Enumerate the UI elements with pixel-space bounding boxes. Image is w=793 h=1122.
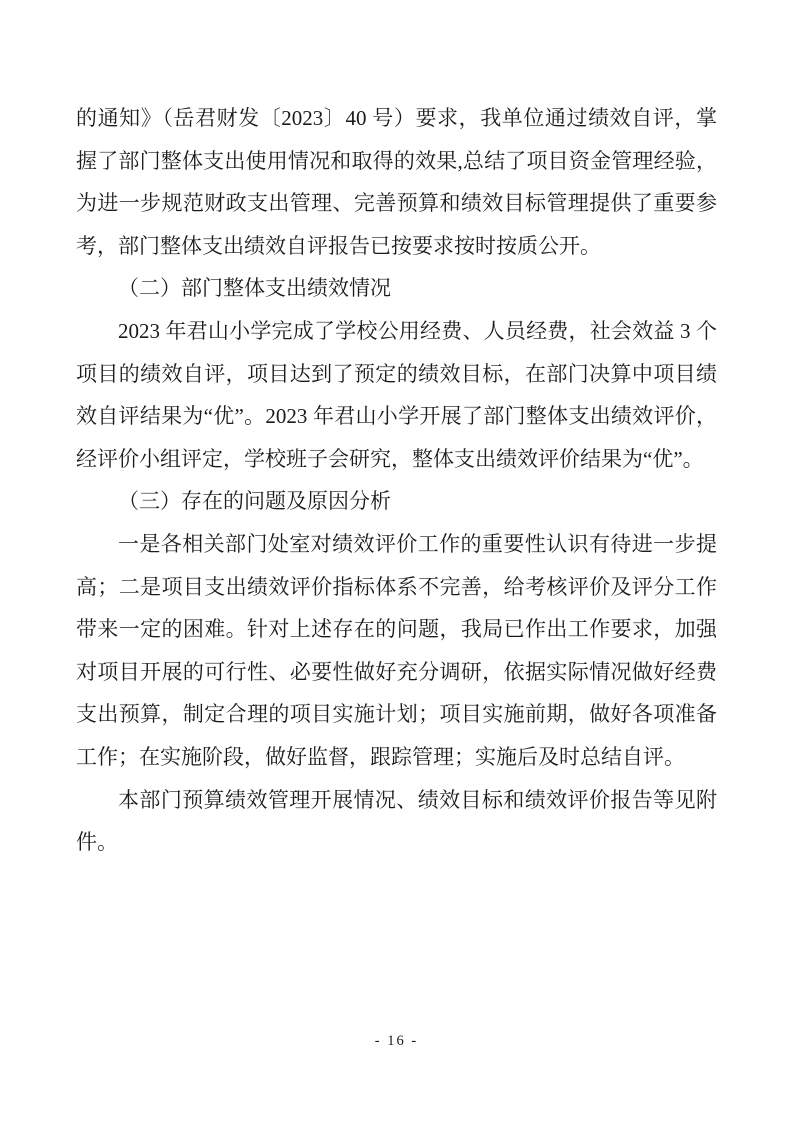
paragraph-continuation: 的通知》（岳君财发〔2023〕40 号）要求，我单位通过绩效自评，掌握了部门整体支出使用情况和取得的效果,总结了项目资金管理经验，为进一步规范财政支出管理、完善预算和绩效目标管理提供了重要参考，部门整体支出绩效自评报告已按要求按时按质公开。 xyxy=(76,106,717,258)
page-number: - 16 - xyxy=(374,1033,419,1049)
section-heading-3: （三）存在的问题及原因分析 xyxy=(118,489,391,514)
paragraph-section3-body: 一是各相关部门处室对绩效评价工作的重要性认识有待进一步提高；二是项目支出绩效评价指标体系不完善，给考核评价及评分工作带来一定的困难。针对上述存在的问题，我局已作出工作要求，加强对项目开展的可行性、必要性做好充分调研，依据实际情况做好经费支出预算，制定合理的项目实施计划；项目实施前期，做好各项准备工作；在实施阶段，做好监督，跟踪管理；实施后及时总结自评。 xyxy=(76,531,717,769)
paragraph-section2-body: 2023 年君山小学完成了学校公用经费、人员经费，社会效益 3 个项目的绩效自评，项目达到了预定的绩效目标，在部门决算中项目绩效自评结果为“优”。2023 年君山小学开展了部门整体支出绩效评价，经评价小组评定，学校班子会研究，整体支出绩效评价结果为“优”。 xyxy=(76,318,717,471)
document-body xyxy=(76,97,717,864)
section-heading-2: （二）部门整体支出绩效情况 xyxy=(118,276,391,301)
paragraph-closing: 本部门预算绩效管理开展情况、绩效目标和绩效评价报告等见附件。 xyxy=(76,787,717,855)
